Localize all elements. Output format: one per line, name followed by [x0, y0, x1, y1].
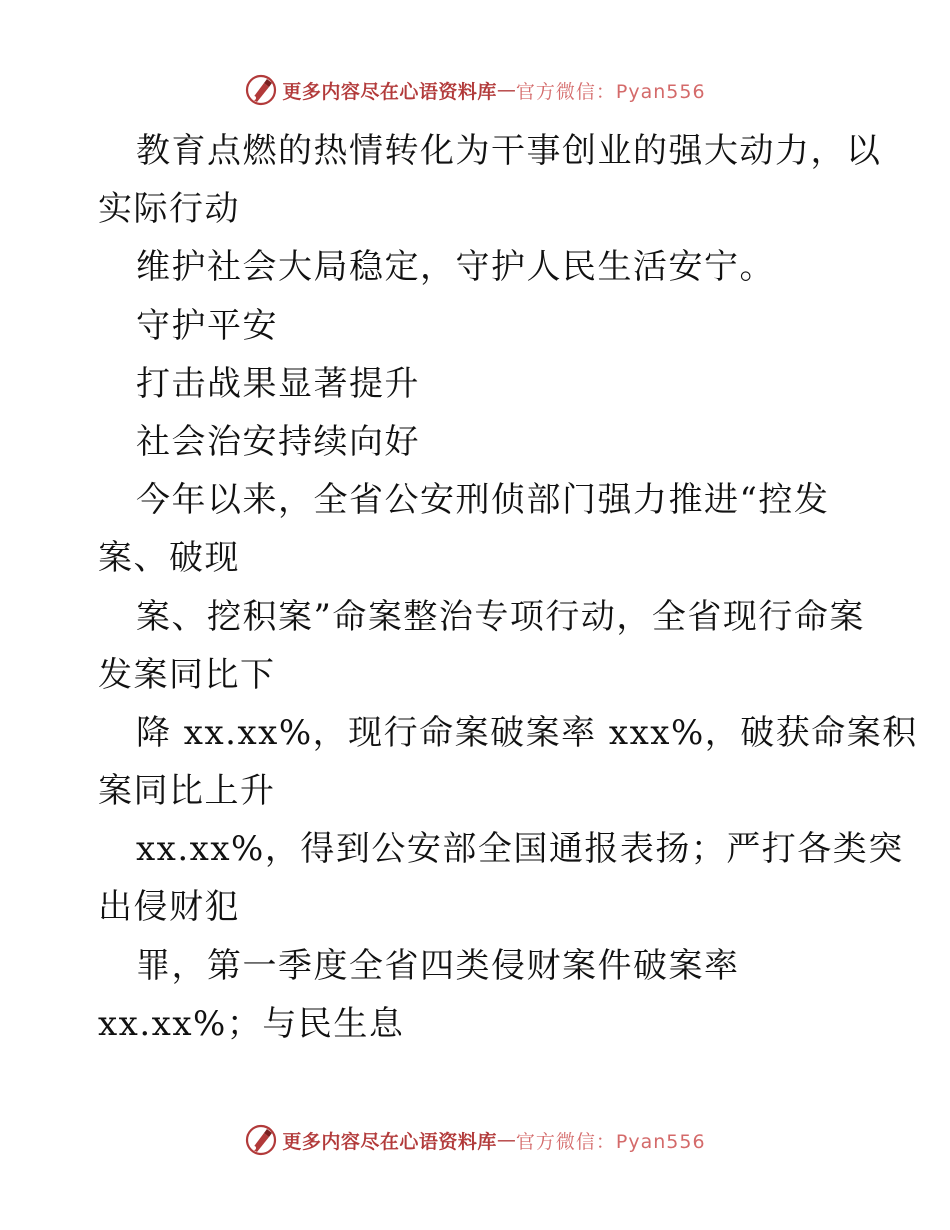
banner-dash: — [496, 79, 516, 101]
section-heading: 社会治安持续向好 [136, 421, 420, 462]
pen-logo-icon [244, 73, 278, 107]
paragraph-line: 案、破现 [98, 538, 240, 579]
paragraph-line: 出侵财犯 [98, 887, 240, 928]
banner-wechat-text: 官方微信：Pyan556 [515, 80, 706, 103]
document-body [98, 122, 918, 1053]
paragraph-line: 教育点燃的热情转化为干事创业的强大动力，以 [136, 131, 882, 171]
banner-wechat-text: 官方微信：Pyan556 [515, 1130, 706, 1153]
paragraph-line: 案同比上升 [98, 771, 276, 812]
footer-watermark-banner [0, 1120, 950, 1160]
paragraph-line: 案、挖积案”命案整治专项行动，全省现行命案 [136, 596, 865, 637]
paragraph-line: 罪，第一季度全省四类侵财案件破案率 [136, 945, 740, 986]
paragraph-line: 实际行动 [98, 189, 240, 230]
banner-brand-text: 更多内容尽在心语资料库 [282, 1130, 497, 1153]
banner-brand-text: 更多内容尽在心语资料库 [282, 80, 497, 103]
section-heading: 打击战果显著提升 [136, 363, 420, 404]
paragraph-line: xx.xx%；与民生息 [98, 1003, 405, 1044]
section-heading: 守护平安 [136, 305, 278, 346]
paragraph-line: 今年以来，全省公安刑侦部门强力推进“控发 [136, 480, 830, 521]
banner-dash: — [496, 1129, 516, 1151]
paragraph-line: 维护社会大局稳定，守护人民生活安宁。 [136, 247, 775, 288]
pen-logo-icon [244, 1123, 278, 1157]
paragraph-line: 降 xx.xx%，现行命案破案率 xxx%，破获命案积 [136, 712, 918, 753]
paragraph-line: xx.xx%，得到公安部全国通报表扬；严打各类突 [136, 829, 904, 870]
header-watermark-banner [0, 70, 950, 110]
paragraph-line: 发案同比下 [98, 654, 276, 695]
